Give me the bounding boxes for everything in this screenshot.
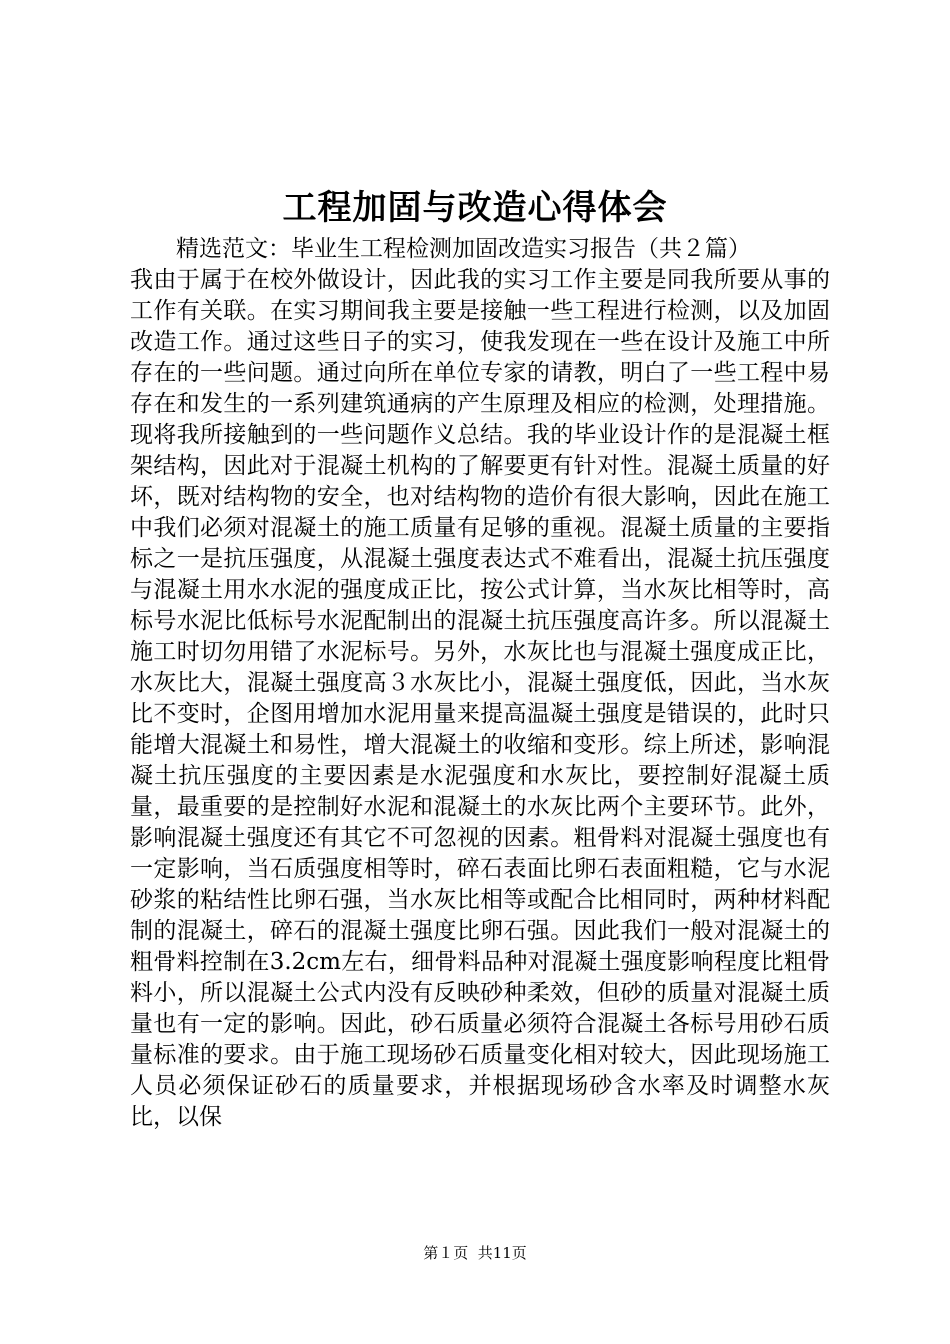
document-title: 工程加固与改造心得体会 <box>282 188 668 228</box>
body-paragraph: 我由于属于在校外做设计，因此我的实习工作主要是同我所要从事的工作有关联。在实习期间我主要是接触一些工程进行检测，以及加固改造工作。通过这些日子的实习，使我发现在一些在设计及施工中所存在的一些问题。通过向所在单位专家的请教，明白了一些工程中易存在和发生的一系列建筑通病的产生原理及相应的检测，处理措施。现将我所接触到的一些问题作义总结。我的毕业设计作的是混凝土框架结构，因此对于混凝土机构的了解要更有针对性。混凝土质量的好坏，既对结构物的安全，也对结构物的造价有很大影响，因此在施工中我们必须对混凝土的施工质量有足够的重视。混凝土质量的主要指标之一是抗压强度，从混凝土强度表达式不难看出，混凝土抗压强度与混凝土用水水泥的强度成正比，按公式计算，当水灰比相等时，高标号水泥比低标号水泥配制出的混凝土抗压强度高许多。所以混凝土施工时切勿用错了水泥标号。另外，水灰比也与混凝土强度成正比，水灰比大，混凝土强度高３水灰比小，混凝土强度低，因此，当水灰比不变时，企图用增加水泥用量来提高温凝土强度是错误的，此时只能增大混凝土和易性，增大混凝土的收缩和变形。综上所述，影响混凝土抗压强度的主要因素是水泥强度和水灰比，要控制好混凝土质量，最重要的是控制好水泥和混凝土的水灰比两个主要环节。此外，影响混凝土强度还有其它不可忽视的因素。粗骨料对混凝土强度也有一定影响，当石质强度相等时，碎石表面比卵石表面粗糙，它与水泥砂浆的粘结性比卵石强，当水灰比相等或配合比相同时，两种材料配制的混凝土，碎石的混凝土强度比卵石强。因此我们一般对混凝土的粗骨料控制在3.2cm左右，细骨料品种对混凝土强度影响程度比粗骨料小，所以混凝土公式内没有反映砂种柔效，但砂的质量对混凝土质量也有一定的影响。因此，砂石质量必须符合混凝土各标号用砂石质量标准的要求。由于施工现场砂石质量变化相对较大，因此现场施工人员必须保证砂石的质量要求，并根据现场砂含水率及时调整水灰比，以保 <box>130 267 830 1130</box>
intro-line: 精选范文：毕业生工程检测加固改造实习报告（共２篇） <box>176 236 751 262</box>
page-footer: 第１页 共11页 <box>423 1244 527 1262</box>
document-body <box>130 234 830 1133</box>
